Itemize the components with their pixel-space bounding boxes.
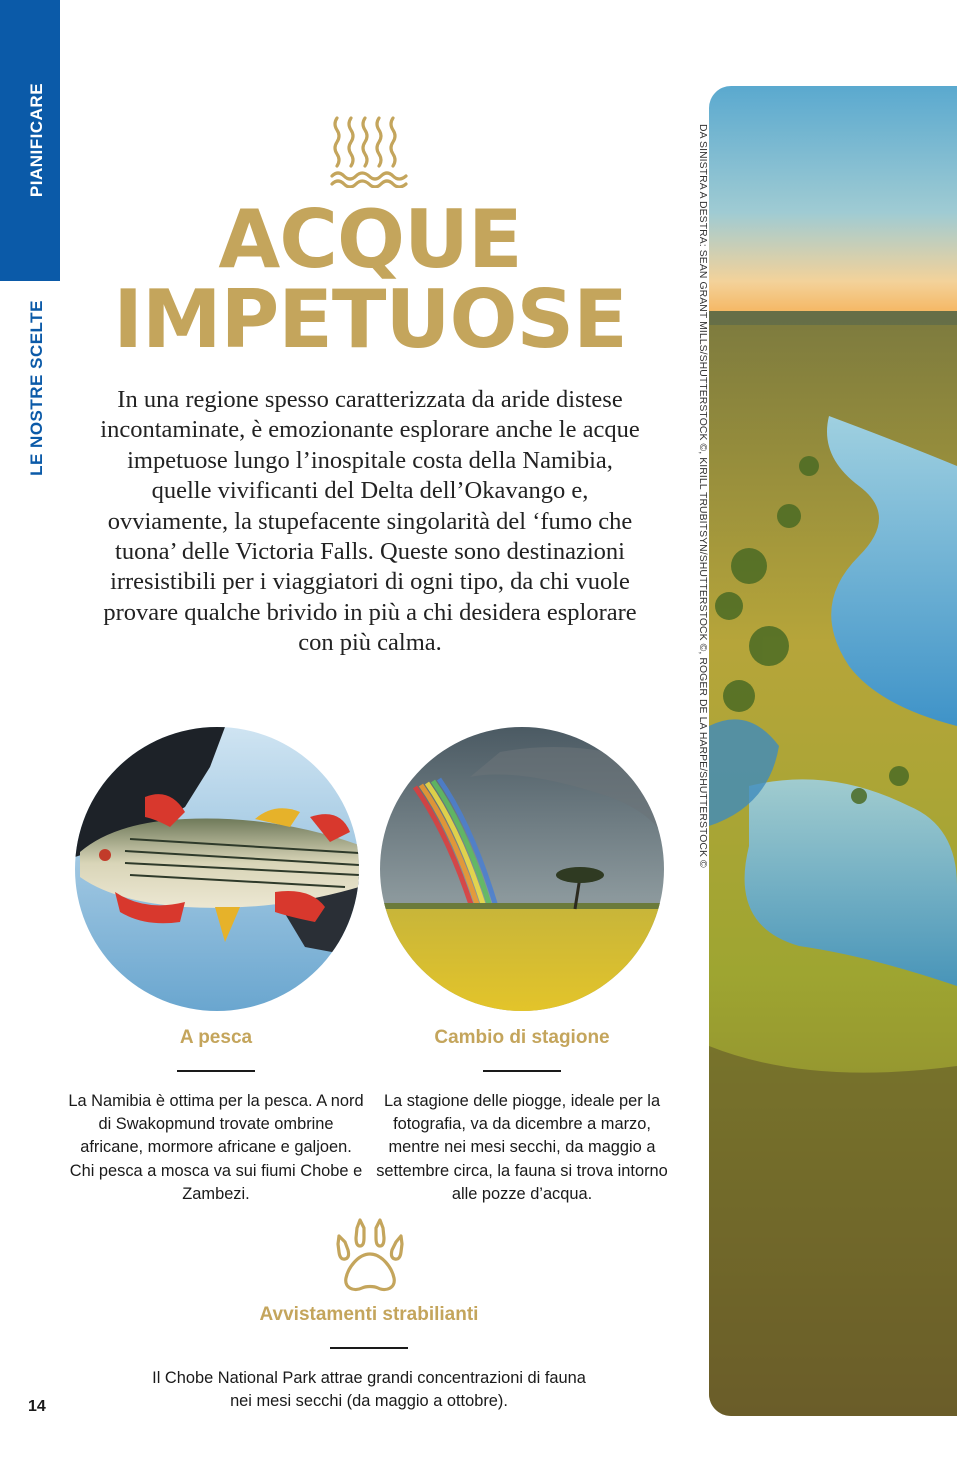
page-title (100, 193, 640, 366)
rainbow-savanna-photo (380, 727, 664, 1011)
wildlife-heading: Avvistamenti strabilianti (259, 1304, 479, 1325)
title-line-1: ACQUE (218, 193, 522, 286)
fishing-heading: A pesca (179, 1027, 253, 1048)
fishing-photo (75, 727, 359, 1011)
subsection-label: LE NOSTRE SCELTE (27, 300, 46, 476)
wildlife-divider (330, 1347, 408, 1349)
season-text: La stagione delle piogge, ideale per la fotografia, va da dicembre a marzo, mentre nei mesi secchi, da maggio a settembre circa, la fauna si trova intorno alle pozze d’acqua. (376, 1092, 668, 1203)
section-tab (0, 0, 60, 281)
intro-paragraph: In una regione spesso caratterizzata da aride distese incontaminate, è emozionante esplorare anche le acque impetuose lungo l’inospitale costa della Namibia, quelle vivificanti del Delta dell’Okavango e, ovviamente, la stupefacente singolarità del ‘fumo che tuona’ delle Victoria Falls. Queste sono destinazioni irresistibili per i viaggiatori di ogni tipo, da chi vuole provare qualche brivido in più a chi desidera esplorare con più calma. (100, 386, 640, 657)
paw-icon (330, 1218, 410, 1296)
page-number: 14 (28, 1398, 46, 1415)
fishing-divider (177, 1070, 255, 1072)
section-tab-label: PIANIFICARE (27, 82, 46, 198)
season-heading: Cambio di stagione (434, 1027, 610, 1048)
season-divider (483, 1070, 561, 1072)
title-line-2: IMPETUOSE (113, 273, 627, 366)
waves-icon (330, 112, 408, 188)
fishing-text: La Namibia è ottima per la pesca. A nord di Swakopmund trovate ombrine africane, mormore africane e galjoen. Chi pesca a mosca va sui fiumi Chobe e Zambezi. (68, 1092, 364, 1203)
wildlife-text: Il Chobe National Park attrae grandi concentrazioni di fauna nei mesi secchi (da maggio a ottobre). (152, 1369, 586, 1411)
okavango-delta-photo (709, 86, 957, 1416)
photo-credit-text: DA SINISTRA A DESTRA: SEAN GRANT MILLS/SHUTTERSTOCK ©, KIRILL TRUBITSYN/SHUTTERSTOCK ©, ROGER DE LA HARPE/SHUTTERSTOCK © (697, 124, 708, 868)
